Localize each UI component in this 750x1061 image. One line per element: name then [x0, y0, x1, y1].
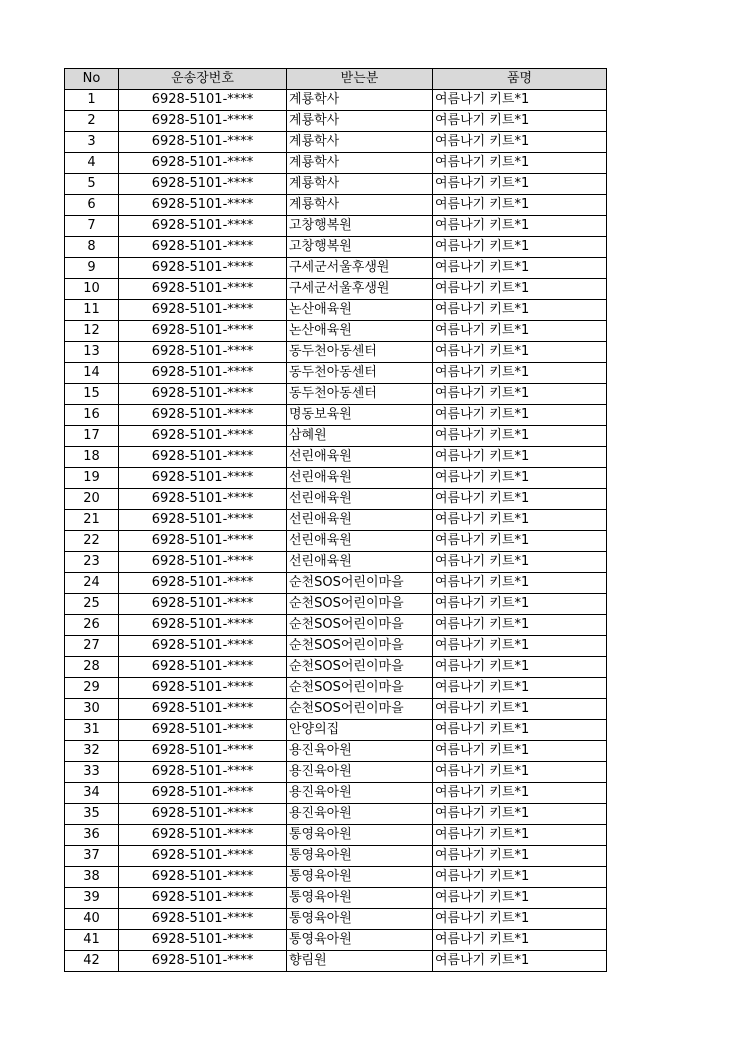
item-name: 여름나기 키트*1	[433, 342, 607, 363]
recipient-name: 계룡학사	[287, 132, 433, 153]
row-number: 35	[65, 804, 119, 825]
row-number: 2	[65, 111, 119, 132]
recipient-name: 선린애육원	[287, 552, 433, 573]
item-name: 여름나기 키트*1	[433, 720, 607, 741]
item-name: 여름나기 키트*1	[433, 468, 607, 489]
item-name: 여름나기 키트*1	[433, 867, 607, 888]
row-number: 26	[65, 615, 119, 636]
tracking-number: 6928-5101-****	[119, 363, 287, 384]
recipient-name: 계룡학사	[287, 174, 433, 195]
tracking-number: 6928-5101-****	[119, 321, 287, 342]
row-number: 22	[65, 531, 119, 552]
row-number: 14	[65, 363, 119, 384]
tracking-number: 6928-5101-****	[119, 594, 287, 615]
header-item: 품명	[433, 69, 607, 90]
tracking-number: 6928-5101-****	[119, 888, 287, 909]
table-row	[65, 909, 607, 930]
recipient-name: 논산애육원	[287, 321, 433, 342]
item-name: 여름나기 키트*1	[433, 132, 607, 153]
table-row	[65, 951, 607, 972]
table-row	[65, 615, 607, 636]
row-number: 16	[65, 405, 119, 426]
recipient-name: 용진육아원	[287, 783, 433, 804]
item-name: 여름나기 키트*1	[433, 951, 607, 972]
table-row	[65, 531, 607, 552]
table-row	[65, 426, 607, 447]
row-number: 17	[65, 426, 119, 447]
row-number: 12	[65, 321, 119, 342]
row-number: 39	[65, 888, 119, 909]
item-name: 여름나기 키트*1	[433, 258, 607, 279]
table-row	[65, 111, 607, 132]
item-name: 여름나기 키트*1	[433, 930, 607, 951]
row-number: 10	[65, 279, 119, 300]
table-row	[65, 216, 607, 237]
tracking-number: 6928-5101-****	[119, 195, 287, 216]
row-number: 30	[65, 699, 119, 720]
recipient-name: 계룡학사	[287, 90, 433, 111]
table-row	[65, 825, 607, 846]
tracking-number: 6928-5101-****	[119, 762, 287, 783]
item-name: 여름나기 키트*1	[433, 384, 607, 405]
item-name: 여름나기 키트*1	[433, 174, 607, 195]
row-number: 32	[65, 741, 119, 762]
item-name: 여름나기 키트*1	[433, 783, 607, 804]
item-name: 여름나기 키트*1	[433, 510, 607, 531]
recipient-name: 통영육아원	[287, 909, 433, 930]
recipient-name: 동두천아동센터	[287, 384, 433, 405]
table-row	[65, 783, 607, 804]
tracking-number: 6928-5101-****	[119, 300, 287, 321]
tracking-number: 6928-5101-****	[119, 426, 287, 447]
item-name: 여름나기 키트*1	[433, 279, 607, 300]
row-number: 40	[65, 909, 119, 930]
tracking-number: 6928-5101-****	[119, 909, 287, 930]
item-name: 여름나기 키트*1	[433, 552, 607, 573]
row-number: 3	[65, 132, 119, 153]
tracking-number: 6928-5101-****	[119, 468, 287, 489]
item-name: 여름나기 키트*1	[433, 573, 607, 594]
row-number: 37	[65, 846, 119, 867]
tracking-number: 6928-5101-****	[119, 930, 287, 951]
tracking-number: 6928-5101-****	[119, 237, 287, 258]
tracking-number: 6928-5101-****	[119, 132, 287, 153]
tracking-number: 6928-5101-****	[119, 552, 287, 573]
item-name: 여름나기 키트*1	[433, 825, 607, 846]
row-number: 21	[65, 510, 119, 531]
table-row	[65, 279, 607, 300]
recipient-name: 계룡학사	[287, 153, 433, 174]
tracking-number: 6928-5101-****	[119, 489, 287, 510]
table-row	[65, 636, 607, 657]
recipient-name: 선린애육원	[287, 510, 433, 531]
row-number: 11	[65, 300, 119, 321]
row-number: 7	[65, 216, 119, 237]
header-tracking-number: 운송장번호	[119, 69, 287, 90]
tracking-number: 6928-5101-****	[119, 678, 287, 699]
tracking-number: 6928-5101-****	[119, 531, 287, 552]
row-number: 27	[65, 636, 119, 657]
row-number: 19	[65, 468, 119, 489]
item-name: 여름나기 키트*1	[433, 216, 607, 237]
row-number: 36	[65, 825, 119, 846]
row-number: 1	[65, 90, 119, 111]
recipient-name: 고창행복원	[287, 216, 433, 237]
item-name: 여름나기 키트*1	[433, 762, 607, 783]
row-number: 31	[65, 720, 119, 741]
item-name: 여름나기 키트*1	[433, 678, 607, 699]
table-row	[65, 720, 607, 741]
row-number: 18	[65, 447, 119, 468]
item-name: 여름나기 키트*1	[433, 321, 607, 342]
table-row	[65, 321, 607, 342]
recipient-name: 순천SOS어린이마을	[287, 699, 433, 720]
table-row	[65, 678, 607, 699]
table-row	[65, 174, 607, 195]
tracking-number: 6928-5101-****	[119, 90, 287, 111]
recipient-name: 논산애육원	[287, 300, 433, 321]
item-name: 여름나기 키트*1	[433, 636, 607, 657]
item-name: 여름나기 키트*1	[433, 909, 607, 930]
row-number: 34	[65, 783, 119, 804]
recipient-name: 동두천아동센터	[287, 342, 433, 363]
item-name: 여름나기 키트*1	[433, 615, 607, 636]
table-row	[65, 510, 607, 531]
table-row	[65, 846, 607, 867]
item-name: 여름나기 키트*1	[433, 153, 607, 174]
row-number: 20	[65, 489, 119, 510]
recipient-name: 향림원	[287, 951, 433, 972]
table-row	[65, 867, 607, 888]
table-row	[65, 195, 607, 216]
row-number: 5	[65, 174, 119, 195]
table-row	[65, 594, 607, 615]
recipient-name: 용진육아원	[287, 762, 433, 783]
row-number: 23	[65, 552, 119, 573]
item-name: 여름나기 키트*1	[433, 489, 607, 510]
recipient-name: 선린애육원	[287, 447, 433, 468]
tracking-number: 6928-5101-****	[119, 342, 287, 363]
recipient-name: 용진육아원	[287, 741, 433, 762]
tracking-number: 6928-5101-****	[119, 825, 287, 846]
tracking-number: 6928-5101-****	[119, 447, 287, 468]
recipient-name: 계룡학사	[287, 111, 433, 132]
row-number: 15	[65, 384, 119, 405]
table-row	[65, 300, 607, 321]
recipient-name: 구세군서울후생원	[287, 258, 433, 279]
item-name: 여름나기 키트*1	[433, 804, 607, 825]
row-number: 38	[65, 867, 119, 888]
tracking-number: 6928-5101-****	[119, 573, 287, 594]
tracking-number: 6928-5101-****	[119, 846, 287, 867]
table-row	[65, 468, 607, 489]
recipient-name: 통영육아원	[287, 888, 433, 909]
tracking-number: 6928-5101-****	[119, 783, 287, 804]
recipient-name: 순천SOS어린이마을	[287, 615, 433, 636]
item-name: 여름나기 키트*1	[433, 741, 607, 762]
table-row	[65, 804, 607, 825]
table-row	[65, 741, 607, 762]
item-name: 여름나기 키트*1	[433, 594, 607, 615]
row-number: 29	[65, 678, 119, 699]
table-row	[65, 573, 607, 594]
recipient-name: 순천SOS어린이마을	[287, 573, 433, 594]
tracking-number: 6928-5101-****	[119, 741, 287, 762]
header-no: No	[65, 69, 119, 90]
table-row	[65, 153, 607, 174]
recipient-name: 용진육아원	[287, 804, 433, 825]
tracking-number: 6928-5101-****	[119, 720, 287, 741]
item-name: 여름나기 키트*1	[433, 90, 607, 111]
row-number: 25	[65, 594, 119, 615]
tracking-number: 6928-5101-****	[119, 111, 287, 132]
table-row	[65, 405, 607, 426]
tracking-number: 6928-5101-****	[119, 153, 287, 174]
row-number: 4	[65, 153, 119, 174]
item-name: 여름나기 키트*1	[433, 699, 607, 720]
tracking-number: 6928-5101-****	[119, 804, 287, 825]
shipment-table	[64, 68, 607, 972]
tracking-number: 6928-5101-****	[119, 636, 287, 657]
recipient-name: 통영육아원	[287, 930, 433, 951]
recipient-name: 순천SOS어린이마을	[287, 636, 433, 657]
recipient-name: 선린애육원	[287, 489, 433, 510]
recipient-name: 삼혜원	[287, 426, 433, 447]
recipient-name: 구세군서울후생원	[287, 279, 433, 300]
row-number: 8	[65, 237, 119, 258]
recipient-name: 명동보육원	[287, 405, 433, 426]
recipient-name: 고창행복원	[287, 237, 433, 258]
item-name: 여름나기 키트*1	[433, 531, 607, 552]
item-name: 여름나기 키트*1	[433, 300, 607, 321]
recipient-name: 순천SOS어린이마을	[287, 678, 433, 699]
tracking-number: 6928-5101-****	[119, 405, 287, 426]
item-name: 여름나기 키트*1	[433, 111, 607, 132]
item-name: 여름나기 키트*1	[433, 195, 607, 216]
row-number: 28	[65, 657, 119, 678]
tracking-number: 6928-5101-****	[119, 867, 287, 888]
table-row	[65, 699, 607, 720]
recipient-name: 계룡학사	[287, 195, 433, 216]
row-number: 9	[65, 258, 119, 279]
recipient-name: 선린애육원	[287, 531, 433, 552]
header-row	[65, 69, 607, 90]
tracking-number: 6928-5101-****	[119, 951, 287, 972]
table-row	[65, 342, 607, 363]
recipient-name: 안양의집	[287, 720, 433, 741]
recipient-name: 통영육아원	[287, 867, 433, 888]
tracking-number: 6928-5101-****	[119, 258, 287, 279]
table-row	[65, 237, 607, 258]
recipient-name: 선린애육원	[287, 468, 433, 489]
tracking-number: 6928-5101-****	[119, 174, 287, 195]
row-number: 33	[65, 762, 119, 783]
recipient-name: 통영육아원	[287, 825, 433, 846]
table-row	[65, 888, 607, 909]
row-number: 13	[65, 342, 119, 363]
tracking-number: 6928-5101-****	[119, 216, 287, 237]
table-row	[65, 657, 607, 678]
tracking-number: 6928-5101-****	[119, 615, 287, 636]
item-name: 여름나기 키트*1	[433, 237, 607, 258]
recipient-name: 동두천아동센터	[287, 363, 433, 384]
item-name: 여름나기 키트*1	[433, 657, 607, 678]
tracking-number: 6928-5101-****	[119, 657, 287, 678]
item-name: 여름나기 키트*1	[433, 846, 607, 867]
table-row	[65, 489, 607, 510]
recipient-name: 순천SOS어린이마을	[287, 594, 433, 615]
table-row	[65, 447, 607, 468]
table-row	[65, 930, 607, 951]
item-name: 여름나기 키트*1	[433, 426, 607, 447]
table-row	[65, 363, 607, 384]
table-row	[65, 258, 607, 279]
table-row	[65, 762, 607, 783]
item-name: 여름나기 키트*1	[433, 363, 607, 384]
tracking-number: 6928-5101-****	[119, 510, 287, 531]
header-recipient: 받는분	[287, 69, 433, 90]
recipient-name: 통영육아원	[287, 846, 433, 867]
tracking-number: 6928-5101-****	[119, 699, 287, 720]
table-row	[65, 384, 607, 405]
row-number: 24	[65, 573, 119, 594]
row-number: 41	[65, 930, 119, 951]
item-name: 여름나기 키트*1	[433, 447, 607, 468]
table-row	[65, 552, 607, 573]
table-row	[65, 90, 607, 111]
tracking-number: 6928-5101-****	[119, 384, 287, 405]
table-row	[65, 132, 607, 153]
item-name: 여름나기 키트*1	[433, 888, 607, 909]
row-number: 6	[65, 195, 119, 216]
row-number: 42	[65, 951, 119, 972]
tracking-number: 6928-5101-****	[119, 279, 287, 300]
recipient-name: 순천SOS어린이마을	[287, 657, 433, 678]
item-name: 여름나기 키트*1	[433, 405, 607, 426]
